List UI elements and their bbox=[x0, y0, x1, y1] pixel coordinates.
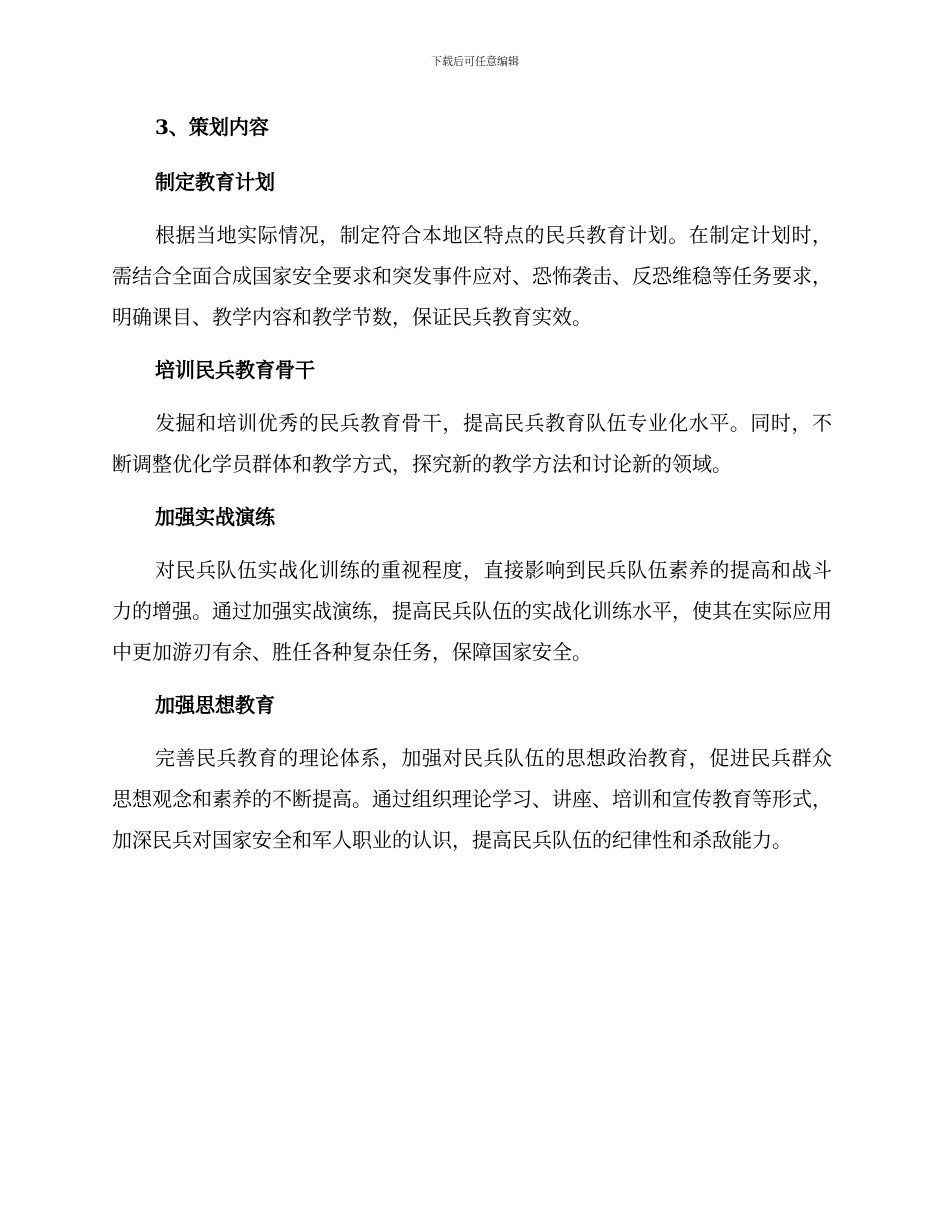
page-header: 下载后可任意编辑 bbox=[431, 55, 519, 68]
paragraph-training-backbone: 发掘和培训优秀的民兵教育骨干，提高民兵教育队伍专业化水平。同时，不断调整优化学员群体和教学方式，探究新的教学方法和讨论新的领域。 bbox=[112, 411, 832, 476]
subheading-training-backbone: 培训民兵教育骨干 bbox=[155, 358, 315, 382]
paragraph-education-plan: 根据当地实际情况，制定符合本地区特点的民兵教育计划。在制定计划时，需结合全面合成国家安全要求和突发事件应对、恐怖袭击、反恐维稳等任务要求，明确课目、教学内容和教学节数，保证民兵教育实效。 bbox=[112, 223, 832, 329]
subheading-combat-drills: 加强实战演练 bbox=[155, 505, 275, 529]
subheading-ideological-education: 加强思想教育 bbox=[155, 693, 275, 717]
section-title: 3、策划内容 bbox=[155, 115, 269, 139]
paragraph-combat-drills: 对民兵队伍实战化训练的重视程度，直接影响到民兵队伍素养的提高和战斗力的增强。通过加强实战演练，提高民兵队伍的实战化训练水平，使其在实际应用中更加游刃有余、胜任各种复杂任务，保障国家安全。 bbox=[112, 558, 832, 664]
document-body bbox=[112, 110, 832, 861]
subheading-education-plan: 制定教育计划 bbox=[155, 170, 275, 194]
paragraph-ideological-education: 完善民兵教育的理论体系，加强对民兵队伍的思想政治教育，促进民兵群众思想观念和素养的不断提高。通过组织理论学习、讲座、培训和宣传教育等形式，加深民兵对国家安全和军人职业的认识，提高民兵队伍的纪律性和杀敌能力。 bbox=[112, 746, 832, 852]
